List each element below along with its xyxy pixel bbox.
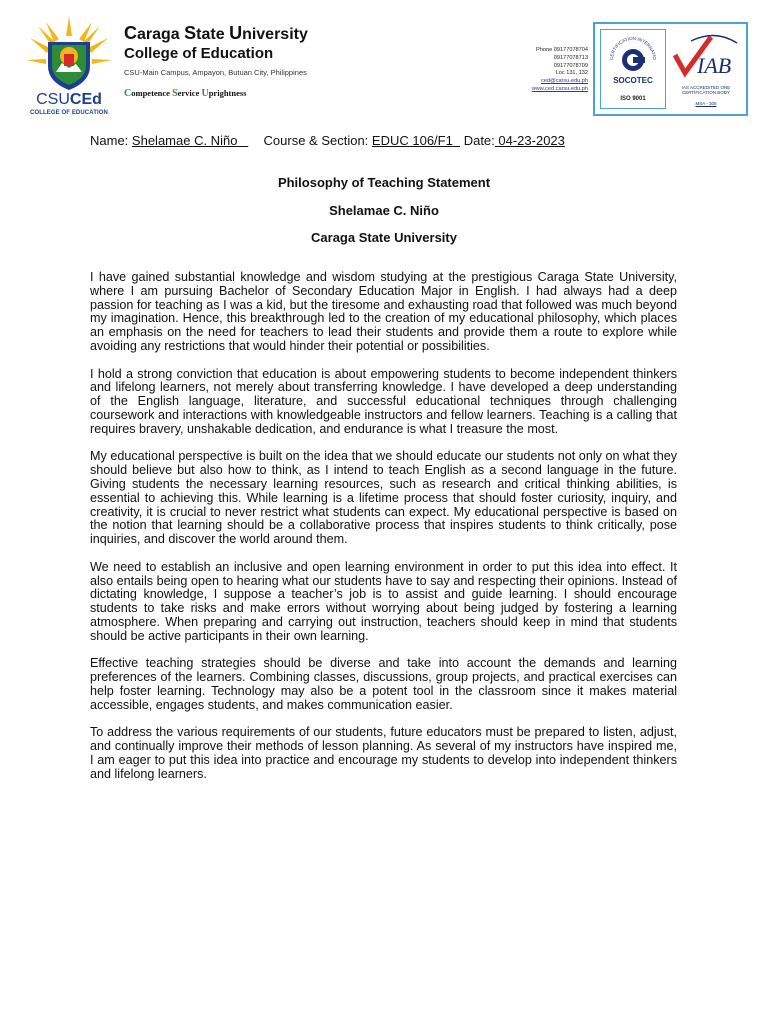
sunburst-shield-icon — [26, 14, 112, 94]
motto-word: ompetence — [131, 88, 173, 98]
contact-info — [496, 47, 588, 94]
logo-csu-text: CSU — [36, 91, 70, 108]
author-name: Shelamae C. Niño — [329, 203, 439, 218]
phone: 09177078713 — [553, 54, 588, 61]
iab-mark: MSA - 305 — [695, 101, 717, 106]
csu-ced-logo — [26, 14, 112, 118]
motto-initial: S — [172, 88, 178, 99]
name-part: araga — [137, 26, 185, 43]
motto — [124, 88, 384, 99]
phone: Phone 09177078704 — [536, 47, 588, 53]
motto-word: prightness — [208, 88, 247, 98]
motto-initial: U — [201, 88, 209, 99]
paragraph: I hold a strong conviction that education is about empowering students to become independent thinkers and lifelong learners, not merely about transferring knowledge. I have developed a deep understanding of the English language, literature, and successful educational techniques through challenging coursework and interactions with knowledgeable instructors and fellow learners. Teaching is a calling that requires bravery, unshakable dedication, and endurance is what I treasure the most. — [90, 366, 677, 436]
motto-initial: C — [124, 88, 132, 99]
campus-address: CSU-Main Campus, Ampayon, Butuan City, Philippines — [124, 68, 307, 77]
paragraph: To address the various requirements of our students, future educators must be prepared to listen, adjust, and continually improve their methods of lesson planning. As several of my instructors have inspired me, I am eager to put this idea into practice and encourage my students to develop into independent thinkers and lifelong learners. — [90, 725, 677, 781]
certification-box — [593, 22, 748, 116]
logo-wordmark — [26, 92, 112, 108]
essay-body — [90, 271, 677, 795]
socotec-logo-icon — [601, 30, 665, 76]
iab-logo-text: IAB — [697, 53, 732, 78]
phone: 09177078709 — [553, 62, 588, 69]
course-value: EDUC 106/F1 — [371, 133, 453, 148]
paragraph: Effective teaching strategies should be diverse and take into account the demands and learning preferences of the learners. Combining classes, discussions, group projects, and practical exercises can help foster learning. Technology may also be a potent tool in the classroom since it makes material accessible, engages students, and makes communication easier. — [90, 656, 677, 712]
name-part: niversity — [242, 26, 308, 43]
letterhead — [0, 0, 768, 130]
institution-name: Caraga State University — [311, 230, 457, 245]
name-underline — [237, 133, 248, 148]
logo-subtitle: COLLEGE OF EDUCATION — [30, 110, 108, 116]
date-value: 04-23-2023 — [494, 133, 565, 148]
university-name — [124, 24, 384, 44]
socotec-certification — [600, 29, 666, 109]
iab-logo-icon — [671, 29, 741, 83]
socotec-arc-text: CERTIFICATION INTERNATIO — [608, 35, 658, 61]
paragraph: We need to establish an inclusive and open learning environment in order to put this idea into effect. It also entails being open to hearing what our students have to say and respecting their opinions. Instead of dictating knowledge, I suppose a teacher’s job is to assist and guide learning. I should encourage students to take risks and make errors without worrying about being judged by fostering a learning atmosphere. When preparing and carrying out instruction, teachers should keep in mind that students should be active participants in their own learning. — [90, 559, 677, 643]
name-part: tate — [196, 26, 230, 43]
name-label: Name: — [90, 133, 129, 148]
date-label: Date: — [463, 133, 495, 148]
document-title: Philosophy of Teaching Statement — [277, 175, 491, 190]
initial-u: U — [229, 23, 243, 43]
course-label: Course & Section: — [263, 133, 369, 148]
logo-ced-text: CEd — [69, 91, 102, 108]
initial-s: S — [184, 23, 197, 43]
initial-c: C — [124, 23, 137, 43]
iab-certification — [671, 29, 741, 109]
iab-accreditation: IAS ACCREDITED ONE CERTIFICATION BODY — [681, 85, 731, 95]
paragraph: I have gained substantial knowledge and wisdom studying at the prestigious Caraga State University, where I am pursuing Bachelor of Secondary Education Major in English. I had always had a deep passion for teaching as I was a kid, but the tiresome and exhausting road that followed was much beyond my imagination. Hence, this breakthrough led to the creation of my educational philosophy, which places an emphasis on the need for teachers to lead their students and provide them a route to explore while avoiding any restrictions that would hinder their potential or possibilities. — [90, 270, 677, 353]
socotec-name: SOCOTEC — [613, 76, 653, 85]
college-name: College of Education — [124, 45, 274, 62]
paragraph: My educational perspective is built on the idea that we should educate our students not only on what they should believe but also how to think, as I intend to teach English as a second language in the future. Giving students the necessary learning resources, such as research and critical thinking abilities, is essential to achieving this. While learning is a lifetime process that should foster curiosity, inquiry, and creativity, it is crucial to never restrict what students can expect. My educational perspective is based on the notion that learning should be a collaborative process that inspires students to think critically, pose inquiries, and discover the world around them. — [90, 449, 677, 547]
iso-label: ISO 9001 — [620, 96, 646, 102]
website-link[interactable]: www.ced.carsu.edu.ph — [531, 85, 588, 92]
student-info-line — [90, 133, 730, 148]
name-value: Shelamae C. Niño — [131, 133, 238, 148]
course-underline — [453, 133, 460, 148]
local-extension: Loc 131, 132 — [555, 70, 588, 77]
university-block — [124, 24, 384, 99]
email-link[interactable]: ced@carsu.edu.ph — [540, 78, 588, 85]
motto-word: ervice — [177, 88, 202, 98]
